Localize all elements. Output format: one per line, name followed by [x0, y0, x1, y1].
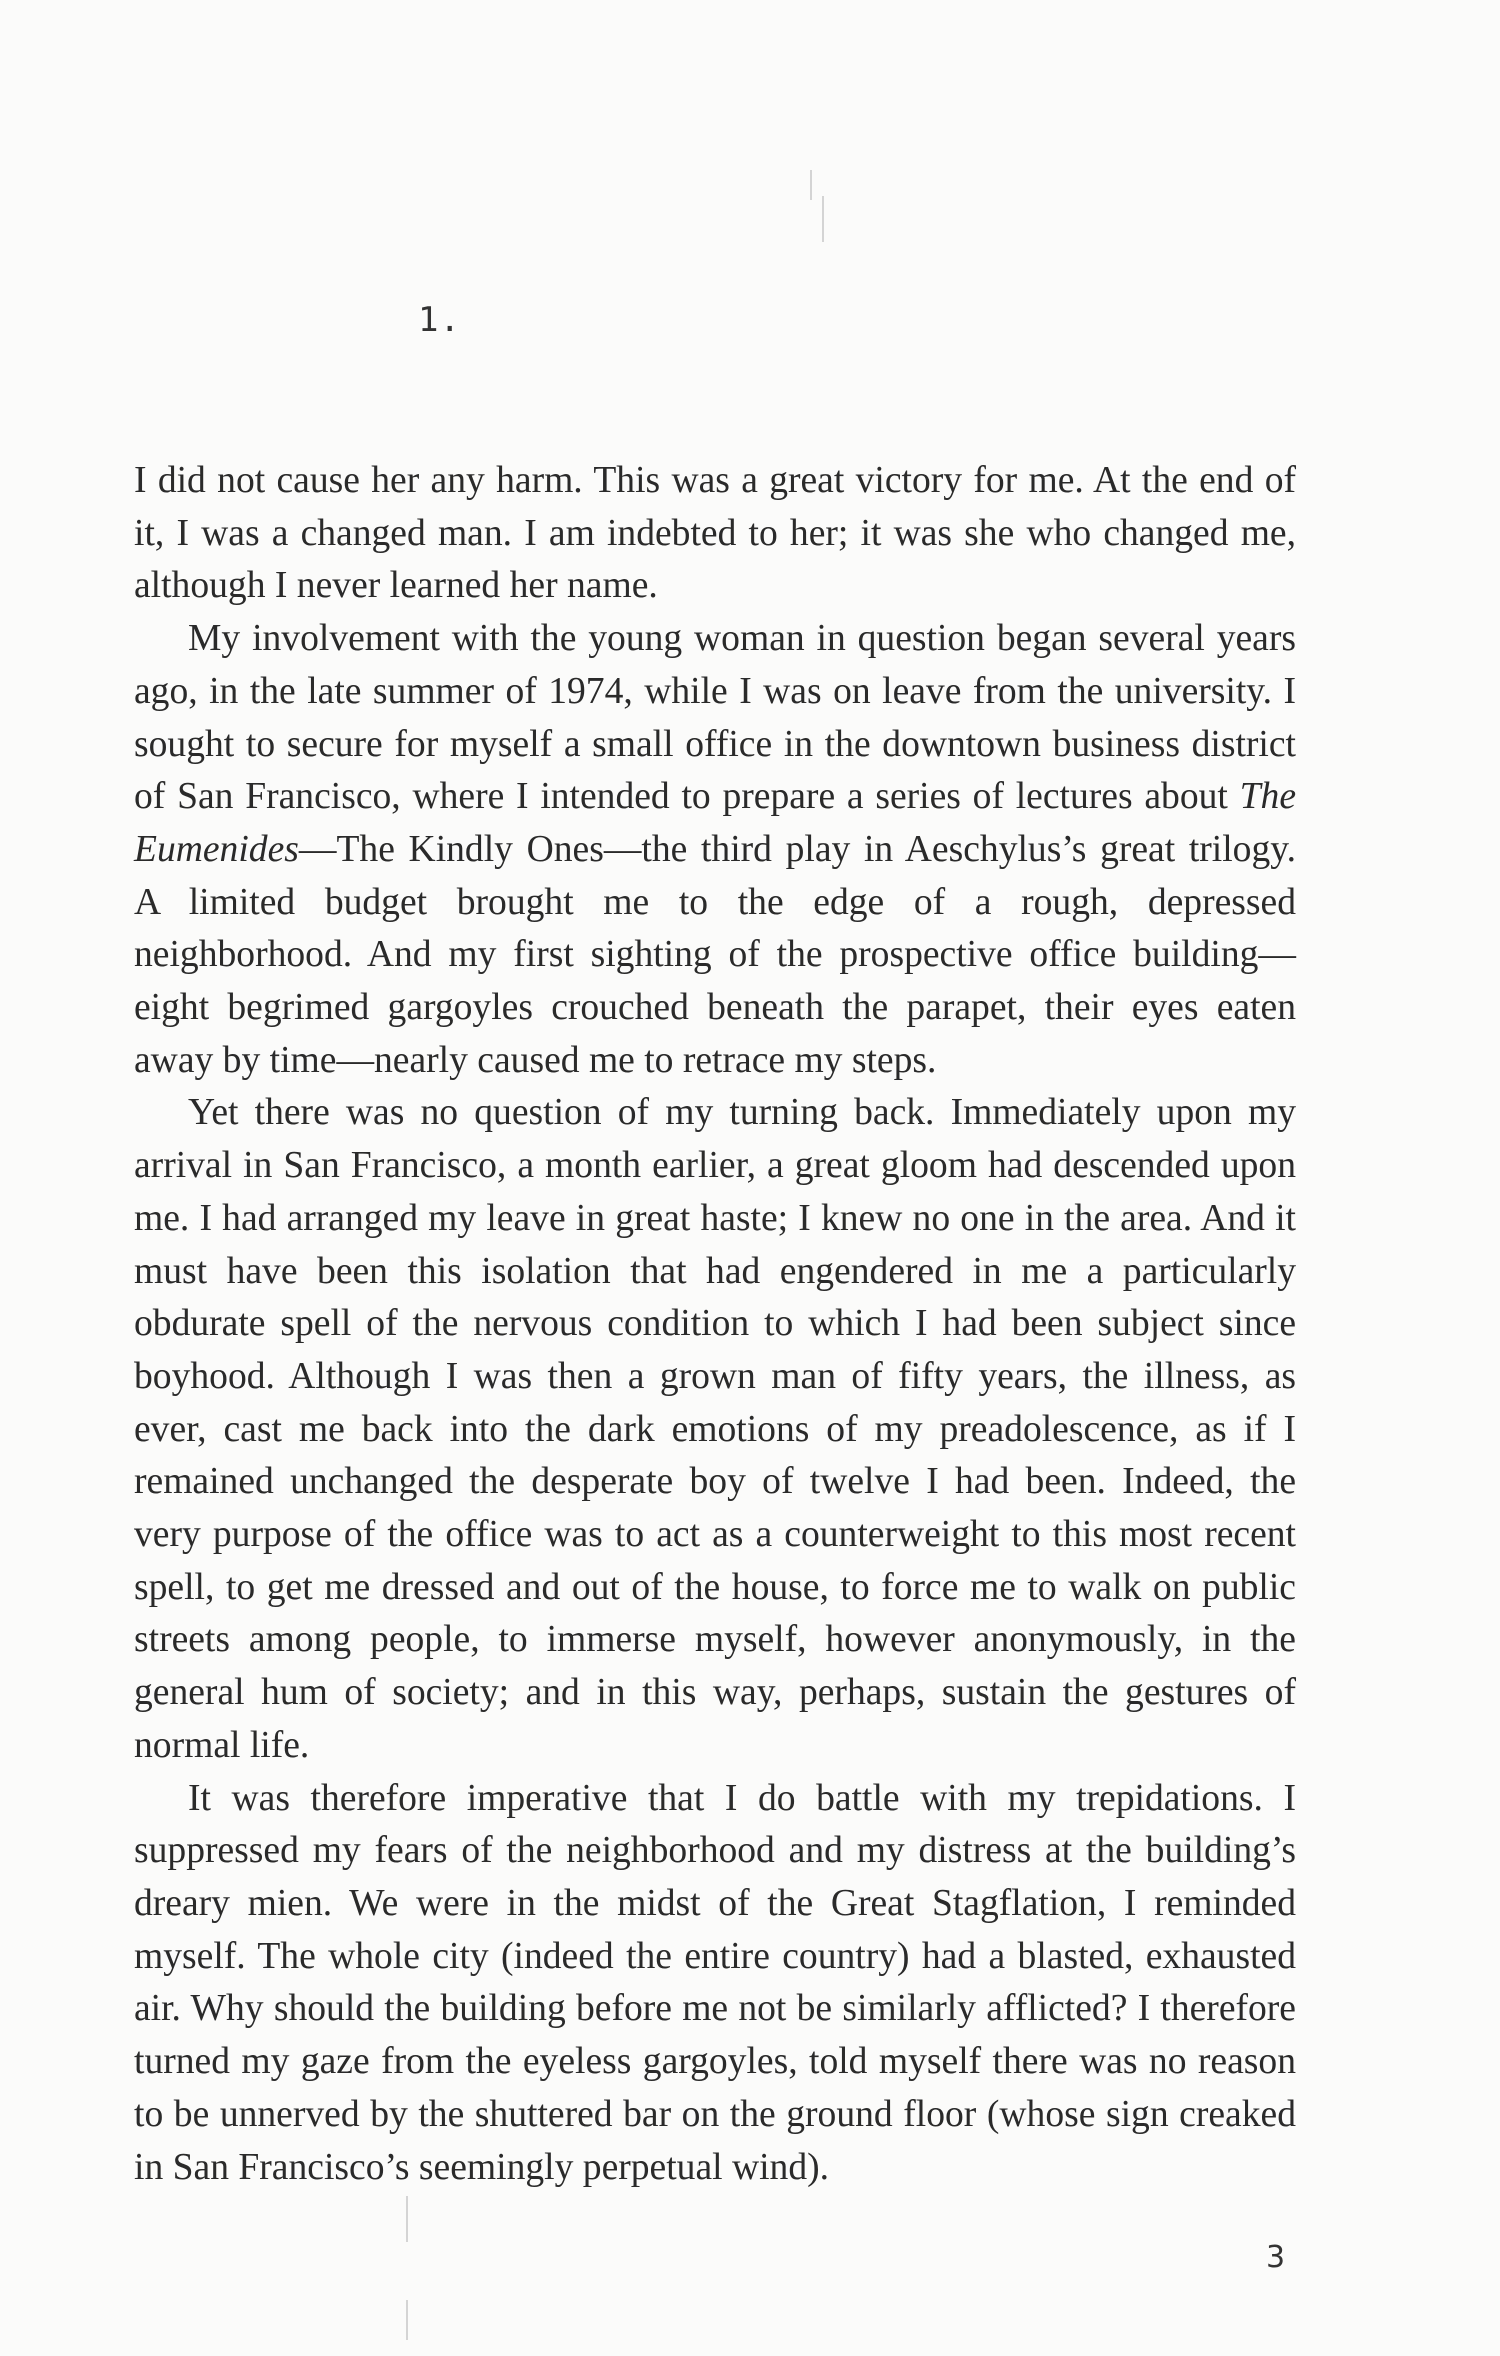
paragraph: [134, 455, 1296, 613]
scan-speck: [406, 2300, 408, 2340]
paragraph: [134, 1773, 1296, 2195]
paragraph-text: —The Kindly Ones—the third play in Aeschylus’s great trilogy. A limited budget brought me to the edge of a rough, depressed neighborhood. And my first sighting of the prospective office building—eight begrimed gargoyles crouched beneath the parapet, their eyes eaten away by time—nearly caused me to retrace my steps.: [134, 828, 1296, 1081]
paragraph-text: Yet there was no question of my turning back. Immediately upon my arrival in San Francisco, a month earlier, a great gloom had descended upon me. I had arranged my leave in great haste; I knew no one in the area. And it must have been this isolation that had engendered in me a particularly obdurate spell of the nervous condition to which I had been subject since boyhood. Although I was then a grown man of fifty years, the illness, as ever, cast me back into the dark emotions of my preadolescence, as if I remained unchanged the desperate boy of twelve I had been. Indeed, the very purpose of the office was to act as a counterweight to this most recent spell, to get me dressed and out of the house, to force me to walk on public streets among people, to immerse myself, however anonymously, in the general hum of society; and in this way, perhaps, sustain the gestures of normal life.: [134, 1092, 1296, 1766]
paragraph: [134, 613, 1296, 1087]
paragraph: [134, 1087, 1296, 1772]
page-number: 3: [1266, 2240, 1286, 2275]
scan-speck: [406, 2196, 408, 2242]
paragraph-text: I did not cause her any harm. This was a great victory for me. At the end of it, I was a changed man. I am indebted to her; it was she who changed me, although I never learned her name.: [134, 460, 1296, 607]
italic-title: The Eumenides: [134, 776, 1296, 870]
paragraph-text: It was therefore imperative that I do battle with my trepidations. I suppressed my fears of the neighborhood and my distress at the building’s dreary mien. We were in the midst of the Great Stagflation, I reminded myself. The whole city (indeed the entire country) had a blasted, exhausted air. Why should the building before me not be similarly afflicted? I therefore turned my gaze from the eyeless gargoyles, told myself there was no reason to be unnerved by the shuttered bar on the ground floor (whose sign creaked in San Francisco’s seemingly perpetual wind).: [134, 1777, 1296, 2188]
body-text: [134, 455, 1296, 2194]
paragraph-text: My involvement with the young woman in question began several years ago, in the late summer of 1974, while I was on leave from the university. I sought to secure for myself a small office in the downtown business district of San Francisco, where I intended to prepare a series of lectures about: [134, 618, 1296, 818]
scan-speck: [822, 196, 824, 242]
chapter-number: 1.: [418, 300, 461, 340]
scan-speck: [810, 170, 812, 200]
